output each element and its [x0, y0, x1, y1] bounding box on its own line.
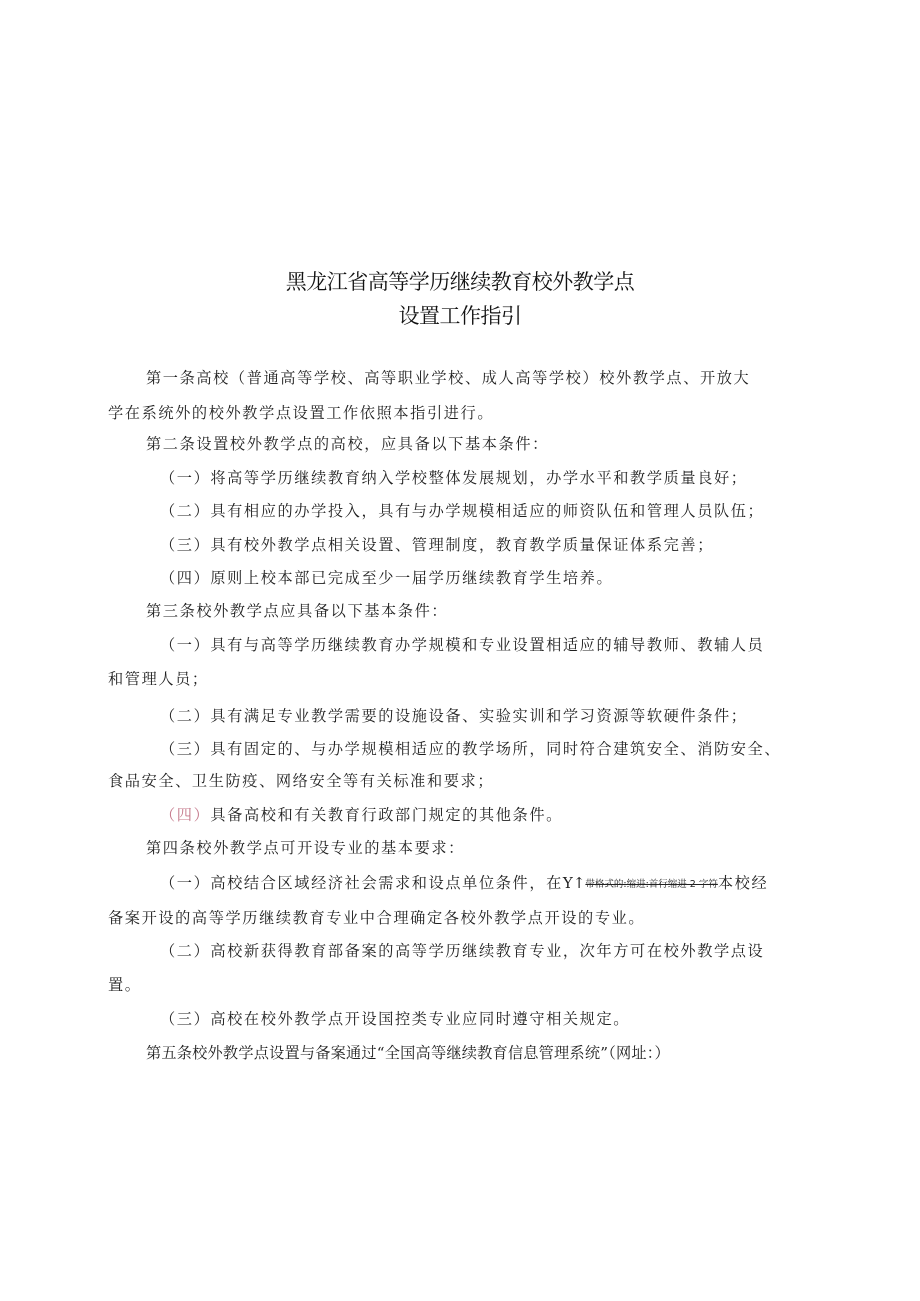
article-2-heading: 第二条设置校外教学点的高校，应具备以下基本条件： [146, 435, 549, 453]
article-3-item-2: （二）具有满足专业教学需要的设施设备、实验实训和学习资源等软硬件条件； [160, 707, 748, 725]
article-3-heading: 第三条校外教学点应具备以下基本条件： [146, 602, 449, 620]
article-3-item-4 [160, 805, 563, 825]
article-4-item-2-line-2: 置。 [108, 976, 142, 994]
article-2-item-1: （一）将高等学历继续教育纳入学校整体发展规划，办学水平和教学质量良好； [160, 469, 748, 487]
article-4-item-2-line-1: （二）高校新获得教育部备案的高等学历继续教育专业，次年方可在校外教学点设 [160, 942, 765, 960]
document-title-line-1: 黑龙江省高等学历继续教育校外教学点 [285, 270, 635, 294]
article-4-item-1-pre: （一）高校结合区域经济社会需求和设点单位条件，在 [160, 874, 563, 892]
article-4-item-1-post: 本校经 [717, 874, 769, 892]
document-title-line-2: 设置工作指引 [398, 304, 522, 328]
article-2-item-2: （二）具有相应的办学投入，具有与办学规模相适应的师资队伍和管理人员队伍； [160, 502, 765, 520]
article-5-line-1: 第五条校外教学点设置与备案通过“全国高等继续教育信息管理系统”（网址：） [146, 1044, 670, 1062]
article-4-heading: 第四条校外教学点可开设专业的基本要求： [146, 839, 465, 857]
article-2-item-4: （四）原则上校本部已完成至少一届学历继续教育学生培养。 [160, 569, 614, 587]
article-3-item-3-line-1: （三）具有固定的、与办学规模相适应的教学场所，同时符合建筑安全、消防安全、 [160, 740, 782, 758]
article-4-item-1-line-2: 备案开设的高等学历继续教育专业中合理确定各校外教学点开设的专业。 [108, 909, 646, 927]
article-3-item-4-text: 具备高校和有关教育行政部门规定的其他条件。 [210, 806, 563, 824]
article-3-item-1-line-2: 和管理人员； [108, 670, 209, 688]
article-4-item-3: （三）高校在校外教学点开设国控类专业应同时遵守相关规定。 [160, 1010, 631, 1028]
article-2-item-3: （三）具有校外教学点相关设置、管理制度，教育教学质量保证体系完善； [160, 536, 714, 554]
article-3-item-1-line-1: （一）具有与高等学历继续教育办学规模和专业设置相适应的辅导教师、教辅人员 [160, 636, 765, 654]
article-4-item-1-line-1 [160, 873, 768, 895]
revision-marked-number: （四） [160, 806, 211, 824]
format-change-note: 带格式的:缩进:首行缩进 2 字符 [585, 879, 718, 890]
article-1-line-1: 第一条高校（普通高等学校、高等职业学校、成人高等学校）校外教学点、开放大 [146, 369, 751, 387]
article-1-line-2: 学在系统外的校外教学点设置工作依照本指引进行。 [108, 404, 495, 422]
article-3-item-3-line-2: 食品安全、卫生防疫、网络安全等有关标准和要求； [108, 772, 495, 790]
revision-mark-icon: Y↑ [562, 874, 586, 892]
